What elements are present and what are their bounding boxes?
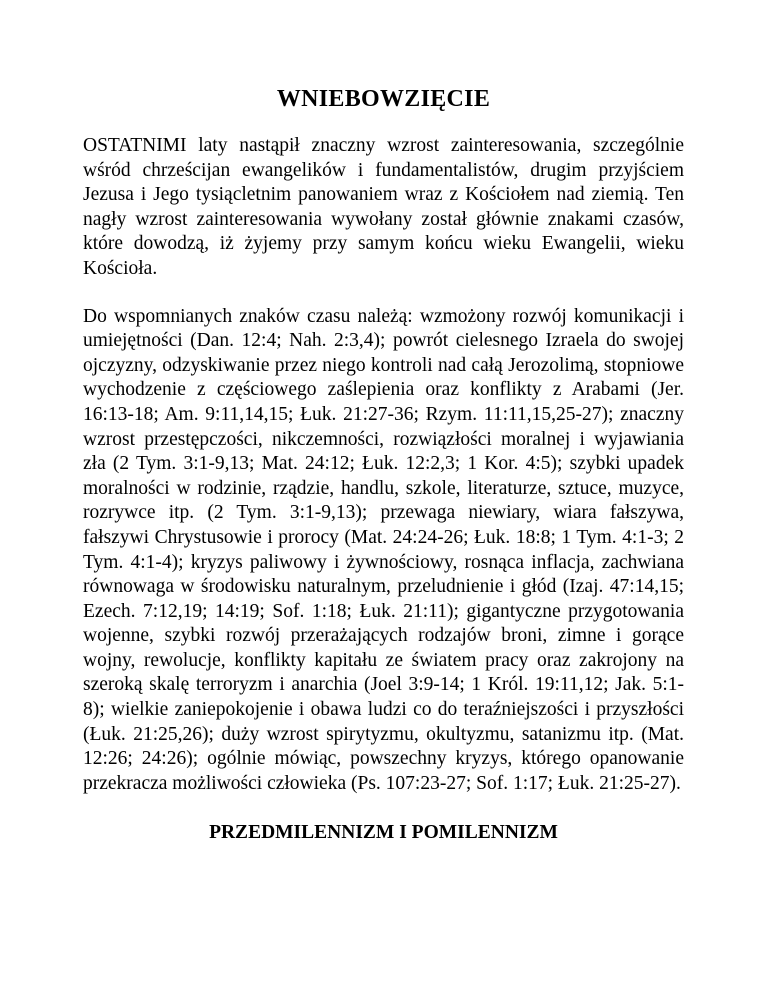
section-heading: PRZEDMILENNIZM I POMILENNIZM — [209, 822, 558, 844]
paragraph-intro: OSTATNIMI laty nastąpił znaczny wzrost zainteresowania, szczególnie wśród chrześcijan ewangelików i fundamentalistów, drugim przyjściem Jezusa i Jego tysiącletnim panowaniem wraz z Kościołem nad ziemią. Ten nagły wzrost zainteresowania wywołany został głównie znakami czasów, które dowodzą, iż żyjemy przy samym końcu wieku Ewangelii, wieku Kościoła. — [83, 135, 684, 279]
document-page — [83, 0, 684, 845]
page-title: WNIEBOWZIĘCIE — [276, 86, 491, 112]
paragraph-signs-of-time: Do wspomnianych znaków czasu należą: wzmożony rozwój komunikacji i umiejętności (Dan. 12:4; Nah. 2:3,4); powrót cielesnego Izraela do swojej ojczyzny, odzyskiwanie przez niego kontroli nad całą Jerozolimą, stopniowe wychodzenie z częściowego zaślepienia oraz konflikty z Arabami (Jer. 16:13-18; Am. 9:11,14,15; Łuk. 21:27-36; Rzym. 11:11,15,25-27); znaczny wzrost przestępczości, nikczemności, rozwiązłości moralnej i wyjawiania zła (2 Tym. 3:1-9,13; Mat. 24:12; Łuk. 12:2,3; 1 Kor. 4:5); szybki upadek moralności w rodzinie, rządzie, handlu, szkole, literaturze, sztuce, muzyce, rozrywce itp. (2 Tym. 3:1-9,13); przewaga niewiary, wiara fałszywa, fałszywi Chrystusowie i prorocy (Mat. 24:24-26; Łuk. 18:8; 1 Tym. 4:1-3; 2 Tym. 4:1-4); kryzys paliwowy i żywnościowy, rosnąca inflacja, zachwiana równowaga w środowisku naturalnym, przeludnienie i głód (Izaj. 47:14,15; Ezech. 7:12,19; 14:19; Sof. 1:18; Łuk. 21:11); gigantyczne przygotowania wojenne, szybki rozwój przerażających rodzajów broni, zimne i gorące wojny, rewolucje, konflikty kapitału ze światem pracy oraz zakrojony na szeroką skalę terroryzm i anarchia (Joel 3:9-14; 1 Król. 19:11,12; Jak. 5:1-8); wielkie zaniepokojenie i obawa ludzi co do teraźniejszości i przyszłości (Łuk. 21:25,26); duży wzrost spirytyzmu, okultyzmu, satanizmu itp. (Mat. 12:26; 24:26); ogólnie mówiąc, powszechny kryzys, którego opanowanie przekracza możliwości człowieka (Ps. 107:23-27; Sof. 1:17; Łuk. 21:25-27). — [83, 305, 684, 794]
